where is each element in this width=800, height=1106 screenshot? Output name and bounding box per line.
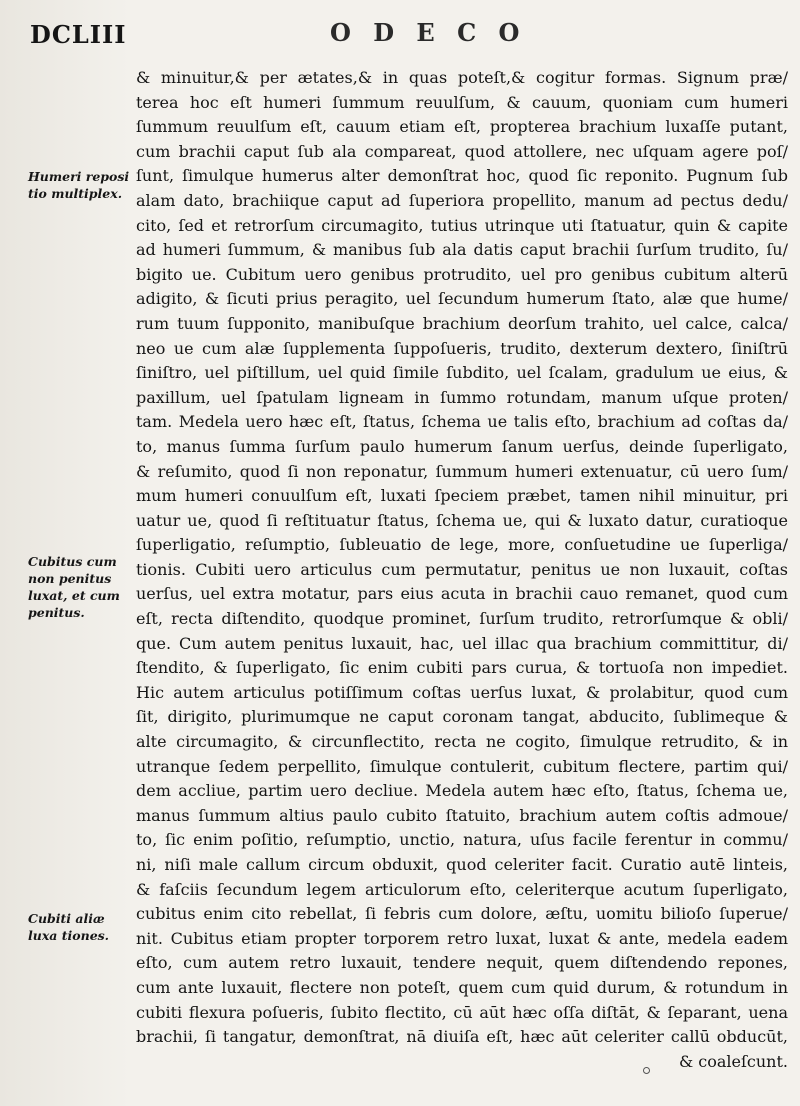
text-line: to, manus ſumma ſurſum paulo humerum ſanum uerſus, deinde ſuperligato, (136, 436, 788, 456)
text-line: ſit, dirigito, plurimumque ne caput coronam tangat, abducito, ſublimeque & (136, 707, 788, 727)
text-line: to, ſic enim poſitio, reſumptio, unctio, natura, uſus facile ferentur in commu/ (136, 830, 788, 850)
text-line: cum ante luxauit, flectere non poteſt, quem cum quid durum, & rotundum in (136, 977, 788, 997)
text-line: ſunt, ſimulque humerus alter demonſtrat hoc, quod ſic reponito. Pugnum ſub (136, 166, 788, 186)
text-line: cito, ſed et retrorſum circumagito, tutius utrinque uti ſtatuatur, quin & capite (136, 215, 788, 235)
text-line: & coaleſcunt. (678, 1051, 788, 1071)
text-line: & faſciis ſecundum legem articulorum eſto, celeriterque acutum ſuperligato, (136, 879, 788, 899)
text-line: dem accliue, partim uero decliue. Medela autem hæc eſto, ſtatus, ſchema ue, (136, 781, 788, 801)
text-line: bigito ue. Cubitum uero genibus protrudito, uel pro genibus cubitum alterū (136, 264, 788, 284)
body-text (136, 66, 788, 1074)
text-line: mum humeri conuulſum eſt, luxati ſpeciem præbet, tamen nihil minuitur, pri (136, 486, 788, 506)
text-line: utranque ſedem perpellito, ſimulque contulerit, cubitum flectere, partim qui/ (136, 756, 788, 776)
page-number: DCLIII (30, 20, 127, 49)
text-line: rum tuum ſupponito, manibuſque brachium deorſum trahito, uel calce, calca/ (136, 313, 788, 333)
text-line: nit. Cubitus etiam propter torporem retro luxat, luxat & ante, medela eadem (136, 928, 788, 948)
printer-mark (643, 1067, 650, 1074)
text-line: ad humeri ſummum, & manibus ſub ala datis caput brachii ſurſum trudito, ſu/ (136, 240, 788, 260)
text-line: cubiti flexura poſueris, ſubito flectito, cū aūt hæc oſſa diſtāt, & ſeparant, uena (136, 1002, 788, 1022)
text-line: neo ue cum alæ ſupplementa ſuppoſueris, trudito, dexterum dextero, ſiniſtrū (136, 338, 788, 358)
sidenote-cubiti-luxationes: Cubiti aliæ luxa tiones. (28, 911, 110, 943)
text-line: alam dato, brachiique caput ad ſuperiora propellito, manum ad pectus dedu/ (136, 190, 788, 210)
text-line: ſummum reuulſum eſt, cauum etiam eſt, propterea brachium luxaſſe putant, (136, 117, 788, 137)
text-line: ni, niſi male callum circum obduxit, quod celeriter facit. Curatio autē linteis, (136, 855, 788, 874)
text-line: tam. Medela uero hæc eſt, ſtatus, ſchema ue talis eſto, brachium ad coſtas da/ (136, 412, 788, 432)
text-line: alte circumagito, & circunflectito, recta ne cogito, ſimulque retrudito, & in (136, 732, 788, 752)
text-line: eſt, recta diſtendito, quodque prominet, ſurſum trudito, retrorſumque & obli/ (136, 609, 788, 629)
text-line: que. Cum autem penitus luxauit, hac, uel illac qua brachium committitur, di/ (136, 633, 788, 653)
text-line: Hic autem articulus potiſſimum coſtas uerſus luxat, & prolabitur, quod cum (136, 682, 788, 702)
text-line: cum brachii caput ſub ala compareat, quod attollere, nec uſquam agere poſ/ (136, 141, 788, 161)
text-line: paxillum, uel ſpatulam ligneam in ſummo rotundam, manum uſque proten/ (136, 387, 788, 407)
text-line: & minuitur,& per ætates,& in quas poteſt,& cogitur formas. Signum præ/ (136, 68, 788, 87)
text-line: manus ſummum altius paulo cubito ſtatuito, brachium autem coſtis admoue/ (136, 805, 788, 825)
text-line: ſtendito, & ſuperligato, ſic enim cubiti pars curua, & tortuoſa non impediet. (136, 658, 788, 678)
text-line: tionis. Cubiti uero articulus cum permutatur, penitus ue non luxauit, coſtas (136, 559, 788, 579)
text-line: cubitus enim cito rebellat, ſi febris cum dolore, æſtu, uomitu bilioſo ſuperue/ (136, 904, 788, 924)
text-line: uerſus, uel extra motatur, pars eius acuta in brachii cauo remanet, quod cum (136, 584, 788, 604)
running-head: O D E C O (330, 18, 527, 47)
text-line: ſiniſtro, uel piſtillum, uel quid ſimile ſubdito, uel ſcalam, gradulum ue eius, & (136, 363, 788, 383)
sidenote-humeri-repositio: Humeri reposi tio multiplex. (28, 169, 130, 201)
text-line: brachii, ſi tangatur, demonſtrat, nā diuiſa eſt, hæc aūt celeriter callū obducūt, (136, 1027, 788, 1047)
text-line: adigito, & ſicuti prius peragito, uel ſecundum humerum ſtato, alæ que hume/ (136, 289, 788, 309)
text-line: terea hoc eſt humeri ſummum reuulſum, & cauum, quoniam cum humeri (136, 92, 788, 112)
text-line: & reſumito, quod ſi non reponatur, ſummum humeri extenuatur, cū uero ſum/ (136, 461, 788, 481)
text-line: ſuperligatio, reſumptio, ſubleuatio de lege, more, conſuetudine ue ſuperliga/ (136, 535, 788, 555)
text-line: eſto, cum autem retro luxauit, tendere nequit, quem diſtendendo repones, (136, 953, 788, 973)
text-line: uatur ue, quod ſi reſtituatur ſtatus, ſchema ue, qui & luxato datur, curatioque (136, 510, 788, 530)
sidenote-cubitus-luxat: Cubitus cum non penitus luxat, et cum penitus. (28, 554, 120, 620)
